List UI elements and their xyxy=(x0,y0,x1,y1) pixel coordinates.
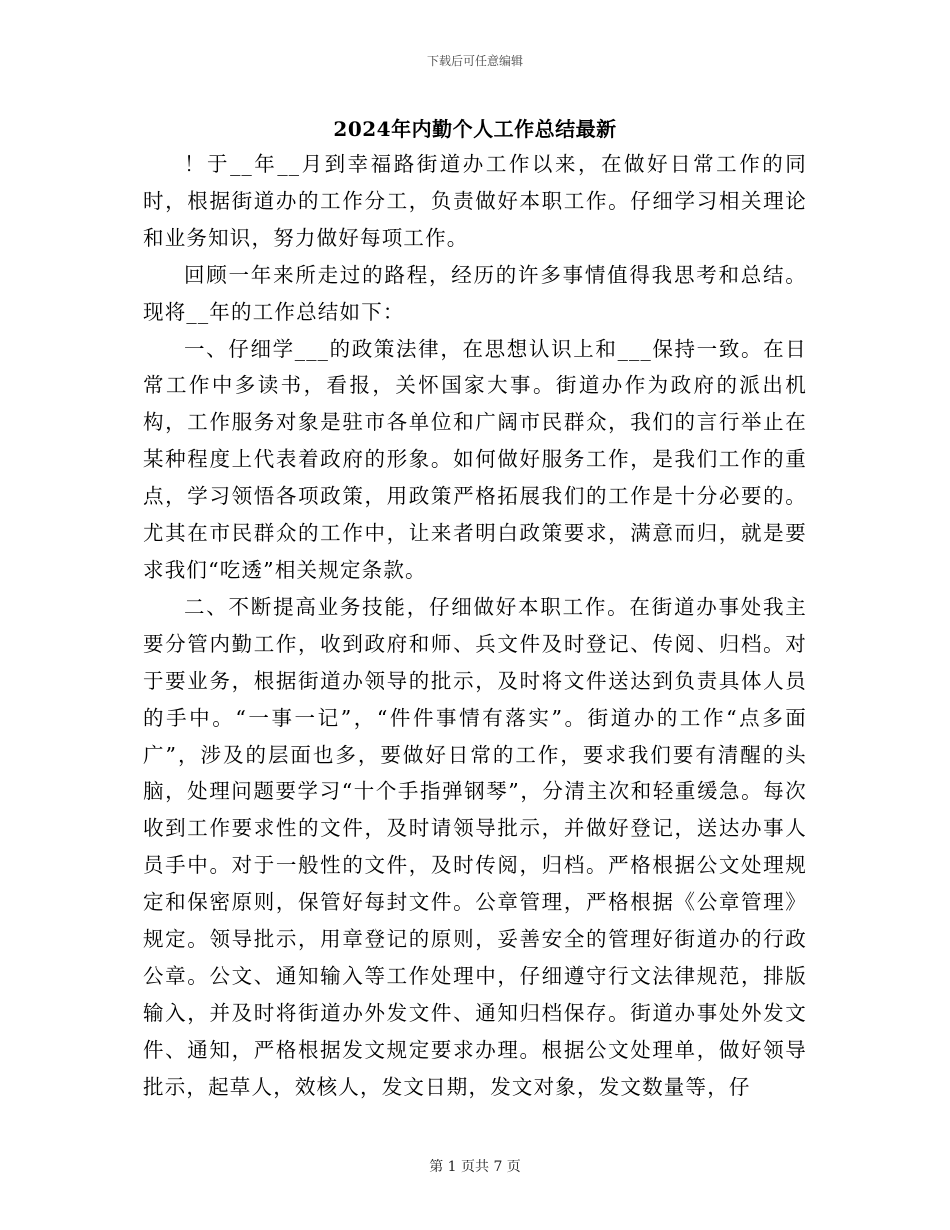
paragraph-intro: ！于__年__月到幸福路街道办工作以来，在做好日常工作的同时，根据街道办的工作分工，负责做好本职工作。仔细学习相关理论和业务知识，努力做好每项工作。 xyxy=(143,152,807,250)
paragraph-review: 回顾一年来所走过的路程，经历的许多事情值得我思考和总结。现将__年的工作总结如下： xyxy=(143,262,807,324)
paragraph-section-one: 一、仔细学___的政策法律，在思想认识上和___保持一致。在日常工作中多读书，看报，关怀国家大事。街道办作为政府的派出机构，工作服务对象是驻市各单位和广阔市民群众，我们的言行举止在某种程度上代表着政府的形象。如何做好服务工作，是我们工作的重点，学习领悟各项政策，用政策严格拓展我们的工作是十分必要的。尤其在市民群众的工作中，让来者明白政策要求，满意而归，就是要求我们“吃透”相关规定条款。 xyxy=(143,336,807,582)
paragraph-section-two: 二、不断提高业务技能，仔细做好本职工作。在街道办事处我主要分管内勤工作，收到政府和师、兵文件及时登记、传阅、归档。对于要业务，根据街道办领导的批示，及时将文件送达到负责具体人员的手中。“一事一记”，“件件事情有落实”。街道办的工作“点多面广”，涉及的层面也多，要做好日常的工作，要求我们要有清醒的头脑，处理问题要学习“十个手指弹钢琴”，分清主次和轻重缓急。每次收到工作要求性的文件，及时请领导批示，并做好登记，送达办事人员手中。对于一般性的文件，及时传阅，归档。严格根据公文处理规定和保密原则，保管好每封文件。公章管理，严格根据《公章管理》规定。领导批示，用章登记的原则，妥善安全的管理好街道办的行政公章。公文、通知输入等工作处理中，仔细遵守行文法律规范，排版输入，并及时将街道办外发文件、通知归档保存。街道办事处外发文件、通知，严格根据发文规定要求办理。根据公文处理单，做好领导批示，起草人，效核人，发文日期，发文对象，发文数量等，仔 xyxy=(143,594,807,1099)
document-title: 2024年内勤个人工作总结最新 xyxy=(333,117,617,141)
page-indicator: 第 1 页共 7 页 xyxy=(429,1159,521,1175)
document-body xyxy=(143,146,807,1106)
header-note: 下载后可任意编辑 xyxy=(426,54,523,68)
